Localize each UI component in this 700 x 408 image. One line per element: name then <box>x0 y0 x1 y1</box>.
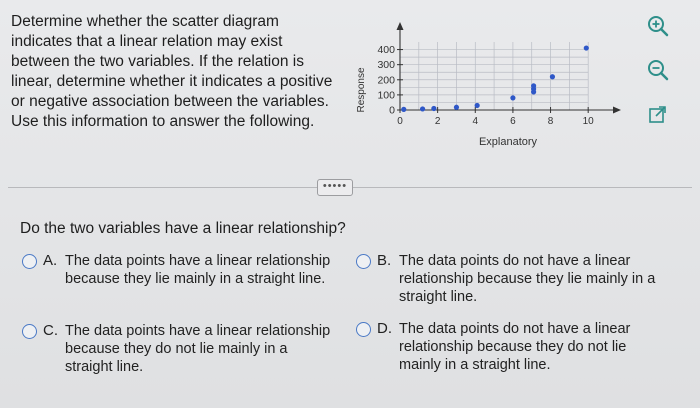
zoom-out-icon[interactable] <box>646 58 670 82</box>
y-tick-label: 0 <box>389 104 395 117</box>
question-text: Do the two variables have a linear relationship? <box>20 220 346 237</box>
popout-icon[interactable] <box>646 102 670 126</box>
option-c-text: The data points have a linear relationship because they do not lie mainly in a straight line. <box>65 323 331 375</box>
option-d[interactable] <box>356 320 669 374</box>
zoom-in-icon[interactable] <box>646 14 670 38</box>
option-a-text: The data points have a linear relationship because they lie mainly in a straight line. <box>65 253 331 287</box>
data-point <box>510 95 515 100</box>
data-point <box>401 107 406 112</box>
y-tick-label: 100 <box>377 89 395 102</box>
radio-d[interactable] <box>356 322 371 337</box>
data-point <box>420 106 425 111</box>
x-tick-label: 4 <box>472 116 479 127</box>
data-point <box>431 106 436 111</box>
y-tick-label: 200 <box>377 74 395 87</box>
option-b[interactable] <box>356 252 669 306</box>
x-tick-label: 6 <box>510 116 516 127</box>
option-c-letter: C. <box>43 322 58 339</box>
y-axis-label: Response <box>356 67 367 113</box>
data-point <box>454 105 459 110</box>
x-axis-label: Explanatory <box>478 136 538 148</box>
y-tick-label: 400 <box>377 44 395 57</box>
option-d-text: The data points do not have a linear relationship because they do not lie mainly in a straight line. <box>399 321 631 373</box>
y-axis-arrow <box>397 22 404 30</box>
option-b-text: The data points do not have a linear relationship because they lie mainly in a straight line. <box>399 253 656 305</box>
x-tick-label: 10 <box>582 116 594 127</box>
question-prompt: Determine whether the scatter diagram indicates that a linear relation may exist between the two variables. If the relation is linear, determine whether it indicates a positive or negative association between the variables. Use this information to answer the following. <box>11 13 333 130</box>
x-tick-label: 0 <box>397 116 403 127</box>
x-tick-label: 2 <box>434 116 441 127</box>
y-tick-label: 300 <box>377 59 395 72</box>
expand-more-button[interactable]: ••••• <box>317 179 353 196</box>
data-point <box>475 103 480 108</box>
data-point <box>531 83 536 88</box>
scatter-chart <box>352 14 642 154</box>
data-point <box>550 74 555 79</box>
option-b-letter: B. <box>377 252 392 269</box>
x-axis-arrow <box>613 107 621 114</box>
x-tick-label: 8 <box>547 116 554 127</box>
radio-b[interactable] <box>356 254 371 269</box>
radio-a[interactable] <box>22 254 37 269</box>
data-point <box>584 45 589 50</box>
option-a-letter: A. <box>43 252 58 269</box>
scatter-plot-svg <box>352 14 642 154</box>
option-a[interactable] <box>22 252 335 288</box>
radio-c[interactable] <box>22 324 37 339</box>
option-c[interactable] <box>22 322 335 376</box>
option-d-letter: D. <box>377 320 392 337</box>
